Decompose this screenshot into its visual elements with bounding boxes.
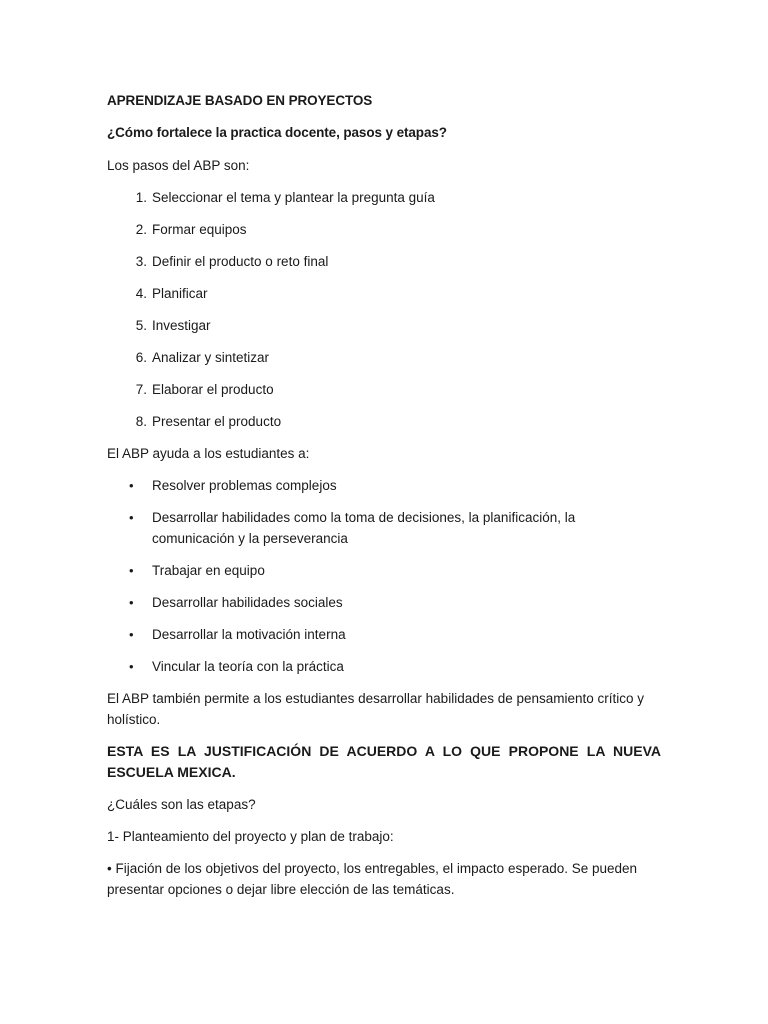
list-item-text: Trabajar en equipo	[152, 563, 265, 578]
list-item	[107, 411, 661, 432]
list-item-text: Desarrollar habilidades como la toma de decisiones, la planificación, la comunicación y la perseverancia	[152, 510, 576, 546]
list-item-text: Planificar	[152, 286, 208, 301]
list-item	[107, 475, 661, 496]
list-item-text: Analizar y sintetizar	[152, 350, 270, 365]
benefits-list	[107, 475, 661, 677]
list-item-text: Definir el producto o reto final	[152, 254, 329, 269]
list-item	[107, 187, 661, 208]
list-item	[107, 347, 661, 368]
list-item	[107, 283, 661, 304]
bullet-icon: •	[129, 510, 134, 525]
list-item-text: Resolver problemas complejos	[152, 478, 337, 493]
list-item	[107, 624, 661, 645]
stage-1-detail: • Fijación de los objetivos del proyecto, los entregables, el impacto esperado. Se pueden presentar opciones o dejar libre elección de las temáticas.	[107, 861, 638, 897]
list-item	[107, 592, 661, 613]
document-subtitle: ¿Cómo fortalece la practica docente, pasos y etapas?	[107, 125, 447, 140]
list-item	[107, 379, 661, 400]
list-number: 1.	[135, 190, 147, 205]
stages-question: ¿Cuáles son las etapas?	[107, 797, 256, 812]
benefits-intro: El ABP ayuda a los estudiantes a:	[107, 446, 310, 461]
list-item-text: Investigar	[152, 318, 211, 333]
list-number: 6.	[135, 350, 147, 365]
list-item-text: Presentar el producto	[152, 414, 282, 429]
list-number: 4.	[135, 286, 147, 301]
steps-list	[107, 187, 661, 432]
critical-thinking-paragraph: El ABP también permite a los estudiantes desarrollar habilidades de pensamiento crítico y holístico.	[107, 691, 645, 727]
list-item	[107, 656, 661, 677]
list-item-text: Elaborar el producto	[152, 382, 274, 397]
list-item-text: Desarrollar habilidades sociales	[152, 595, 343, 610]
list-item	[107, 560, 661, 581]
bullet-icon: •	[129, 595, 134, 610]
stage-1-heading: 1- Planteamiento del proyecto y plan de trabajo:	[107, 829, 394, 844]
bullet-icon: •	[129, 659, 134, 674]
justification-heading: ESTA ES LA JUSTIFICACIÓN DE ACUERDO A LO QUE PROPONE LA NUEVA ESCUELA MEXICA.	[107, 743, 661, 780]
bullet-icon: •	[129, 478, 134, 493]
list-item-text: Vincular la teoría con la práctica	[152, 659, 344, 674]
bullet-icon: •	[129, 627, 134, 642]
list-item	[107, 219, 661, 240]
bullet-icon: •	[129, 563, 134, 578]
list-item	[107, 315, 661, 336]
steps-intro: Los pasos del ABP son:	[107, 158, 250, 173]
list-number: 2.	[135, 222, 147, 237]
list-item	[107, 251, 661, 272]
list-number: 7.	[135, 382, 147, 397]
list-item	[107, 507, 661, 549]
list-item-text: Seleccionar el tema y plantear la pregunta guía	[152, 190, 435, 205]
document-title: APRENDIZAJE BASADO EN PROYECTOS	[107, 93, 373, 108]
list-number: 5.	[135, 318, 147, 333]
list-item-text: Desarrollar la motivación interna	[152, 627, 346, 642]
list-number: 8.	[135, 414, 147, 429]
list-item-text: Formar equipos	[152, 222, 247, 237]
list-number: 3.	[135, 254, 147, 269]
